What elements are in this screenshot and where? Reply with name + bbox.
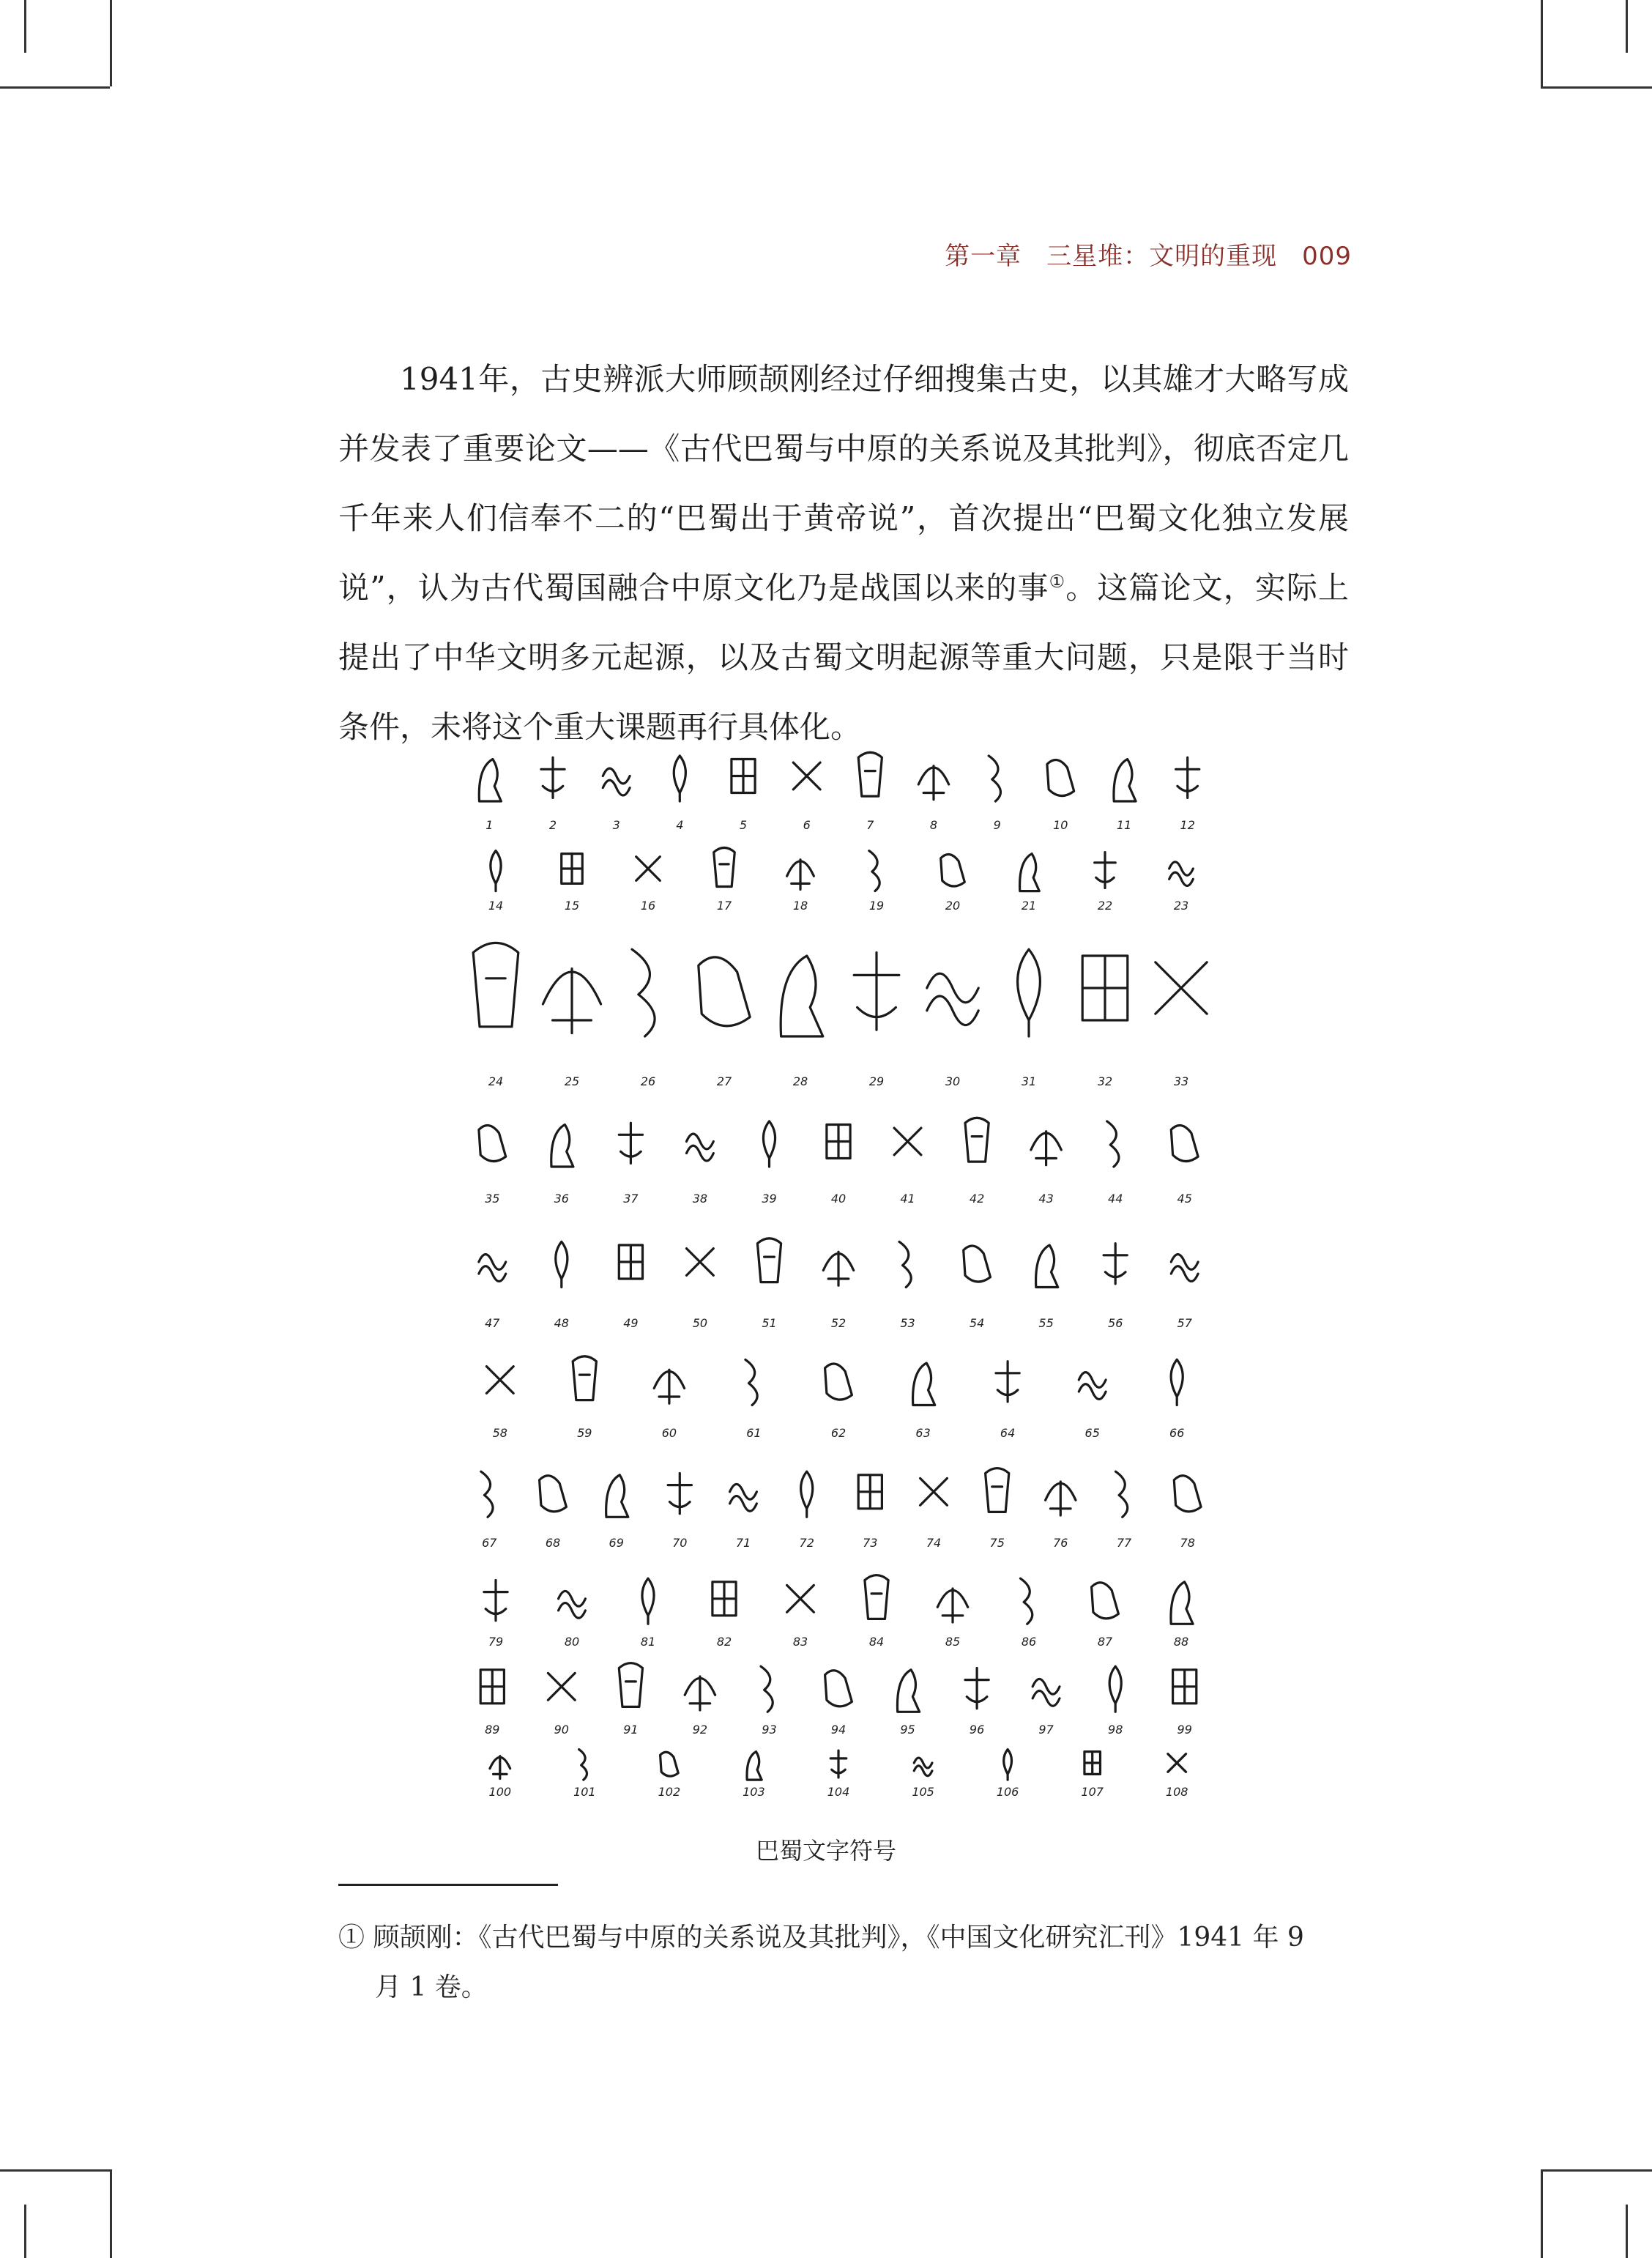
script-symbol-98 <box>1109 1666 1121 1712</box>
symbol-number-37: 37 <box>623 1192 639 1206</box>
script-symbol-67 <box>481 1471 493 1517</box>
symbol-number-67: 67 <box>482 1536 497 1550</box>
script-symbol-95 <box>897 1670 919 1712</box>
symbol-number-105: 105 <box>912 1785 934 1799</box>
crop-mark <box>1541 0 1543 86</box>
script-symbol-69 <box>606 1475 628 1518</box>
script-symbol-68 <box>540 1476 567 1512</box>
script-symbol-83 <box>787 1585 814 1612</box>
symbol-number-60: 60 <box>661 1426 677 1440</box>
figure-caption: 巴蜀文字符号 <box>755 1837 896 1865</box>
script-symbol-70 <box>668 1474 691 1514</box>
symbol-number-51: 51 <box>762 1316 777 1330</box>
script-symbol-42 <box>965 1118 989 1162</box>
symbol-number-45: 45 <box>1177 1192 1192 1206</box>
symbol-number-103: 103 <box>743 1785 765 1799</box>
symbol-number-98: 98 <box>1108 1723 1123 1737</box>
script-symbol-47 <box>479 1255 506 1282</box>
script-symbol-43 <box>1031 1132 1061 1165</box>
script-symbol-104 <box>830 1750 847 1778</box>
crop-mark <box>24 2205 26 2258</box>
crop-mark <box>0 2169 110 2172</box>
chapter-title: 三星堆：文明的重现 <box>1046 242 1278 271</box>
symbol-number-64: 64 <box>1000 1426 1016 1440</box>
script-symbol-4 <box>674 756 685 801</box>
crop-mark <box>1626 0 1628 53</box>
script-symbol-89 <box>480 1670 504 1704</box>
crop-mark <box>1541 86 1652 89</box>
symbol-number-76: 76 <box>1053 1536 1068 1550</box>
symbol-number-7: 7 <box>866 818 874 832</box>
symbol-number-91: 91 <box>623 1723 639 1737</box>
script-symbol-25 <box>543 969 600 1033</box>
page-number: 009 <box>1302 242 1352 271</box>
footnote-marker: ① <box>338 1923 365 1953</box>
symbol-number-66: 66 <box>1169 1426 1185 1440</box>
symbol-number-53: 53 <box>900 1316 915 1330</box>
symbol-number-54: 54 <box>969 1316 985 1330</box>
symbol-number-35: 35 <box>485 1192 500 1206</box>
script-symbol-2 <box>541 757 565 798</box>
symbol-number-15: 15 <box>564 899 580 913</box>
symbol-number-4: 4 <box>676 818 684 832</box>
crop-mark <box>1541 2169 1543 2258</box>
script-symbol-50 <box>687 1249 714 1276</box>
script-symbol-86 <box>1021 1578 1032 1624</box>
symbol-number-62: 62 <box>830 1426 847 1440</box>
script-symbol-21 <box>1020 854 1040 891</box>
script-symbol-99 <box>1173 1670 1197 1704</box>
script-symbol-108 <box>1168 1754 1186 1772</box>
script-symbol-93 <box>761 1666 773 1712</box>
running-head <box>945 236 1352 272</box>
symbol-number-11: 11 <box>1116 818 1132 832</box>
symbol-number-5: 5 <box>739 818 748 832</box>
symbol-number-1: 1 <box>485 818 494 832</box>
script-symbol-23 <box>1169 862 1194 886</box>
script-symbol-79 <box>484 1581 507 1621</box>
script-symbol-3 <box>603 768 630 795</box>
script-symbol-39 <box>763 1121 775 1167</box>
symbol-number-80: 80 <box>564 1635 580 1649</box>
script-symbol-91 <box>619 1663 642 1707</box>
script-symbol-16 <box>636 857 661 881</box>
script-symbol-49 <box>619 1245 642 1279</box>
script-symbol-105 <box>914 1758 932 1776</box>
symbol-number-108: 108 <box>1165 1785 1188 1799</box>
script-symbol-90 <box>548 1673 575 1700</box>
symbol-number-33: 33 <box>1173 1074 1189 1088</box>
script-symbol-94 <box>825 1671 852 1707</box>
symbol-number-65: 65 <box>1084 1426 1100 1440</box>
crop-mark <box>110 0 112 86</box>
symbol-number-40: 40 <box>830 1192 847 1206</box>
symbol-number-84: 84 <box>868 1635 885 1649</box>
script-symbol-71 <box>730 1484 757 1511</box>
script-symbol-26 <box>632 949 655 1036</box>
symbol-number-102: 102 <box>658 1785 681 1799</box>
symbol-number-31: 31 <box>1021 1074 1037 1088</box>
symbol-number-85: 85 <box>945 1635 961 1649</box>
script-symbol-29 <box>854 953 899 1030</box>
script-symbol-22 <box>1095 853 1116 888</box>
symbol-number-43: 43 <box>1038 1192 1054 1206</box>
symbol-number-14: 14 <box>488 899 504 913</box>
script-symbol-102 <box>661 1752 679 1776</box>
symbol-number-79: 79 <box>488 1635 504 1649</box>
script-symbol-101 <box>579 1750 587 1780</box>
symbol-number-42: 42 <box>969 1192 985 1206</box>
symbol-number-10: 10 <box>1053 818 1068 832</box>
script-symbol-64 <box>996 1362 1019 1402</box>
chapter-label: 第一章 <box>945 242 1022 271</box>
script-symbol-76 <box>1046 1482 1076 1515</box>
script-symbol-66 <box>1171 1359 1183 1405</box>
script-symbol-20 <box>941 854 965 886</box>
symbol-number-26: 26 <box>640 1074 656 1088</box>
symbol-number-19: 19 <box>868 899 885 913</box>
symbol-number-48: 48 <box>554 1316 569 1330</box>
symbol-number-3: 3 <box>612 818 620 832</box>
symbol-number-106: 106 <box>996 1785 1019 1799</box>
symbol-number-29: 29 <box>868 1074 885 1088</box>
script-symbol-37 <box>619 1123 642 1163</box>
script-symbol-28 <box>781 956 823 1036</box>
symbol-number-68: 68 <box>545 1536 561 1550</box>
symbol-number-86: 86 <box>1021 1635 1037 1649</box>
script-symbol-106 <box>1004 1750 1012 1780</box>
script-symbol-6 <box>793 762 820 790</box>
crop-mark <box>24 0 26 53</box>
symbol-number-55: 55 <box>1038 1316 1054 1330</box>
paragraph-text-2: 。这篇论文，实际上提出了中华文明多元起源，以及古蜀文明起源等重大问题，只是限于当时条件，未将这个重大课题再行具体化。 <box>338 570 1349 745</box>
symbol-number-17: 17 <box>716 899 732 913</box>
symbol-number-63: 63 <box>915 1426 931 1440</box>
symbol-number-50: 50 <box>692 1316 708 1330</box>
script-symbol-17 <box>714 847 735 886</box>
symbol-number-24: 24 <box>488 1074 504 1088</box>
symbol-number-23: 23 <box>1173 899 1189 913</box>
footnote <box>338 1913 1349 2013</box>
script-symbol-80 <box>559 1591 586 1618</box>
script-symbol-82 <box>712 1582 736 1616</box>
symbol-number-90: 90 <box>554 1723 569 1737</box>
footnote-text-line-2: 月 1 卷。 <box>375 1972 488 2002</box>
paragraph-text-1: 1941年，古史辨派大师顾颉刚经过仔细搜集古史，以其雄才大略写成并发表了重要论文——《古代巴蜀与中原的关系说及其批判》，彻底否定几千年来人们信奉不二的“巴蜀出于黄帝说”，首次提出“巴蜀文化独立发展说”，认为古代蜀国融合中原文化乃是战国以来的事 <box>338 361 1349 606</box>
script-symbol-31 <box>1018 949 1041 1036</box>
symbol-number-27: 27 <box>716 1074 732 1088</box>
script-symbol-52 <box>823 1252 853 1285</box>
symbol-number-97: 97 <box>1038 1723 1054 1737</box>
symbol-number-28: 28 <box>792 1074 808 1088</box>
script-symbol-58 <box>486 1367 513 1394</box>
script-symbol-56 <box>1104 1244 1127 1284</box>
script-symbol-7 <box>858 752 882 796</box>
script-symbol-11 <box>1114 760 1136 802</box>
symbol-number-44: 44 <box>1108 1192 1123 1206</box>
script-symbol-84 <box>865 1575 888 1619</box>
script-symbol-14 <box>491 851 501 891</box>
script-symbol-60 <box>654 1370 684 1403</box>
script-symbol-72 <box>801 1471 813 1517</box>
symbol-number-18: 18 <box>792 899 808 913</box>
script-symbol-36 <box>551 1125 573 1167</box>
script-symbol-9 <box>989 756 1000 801</box>
script-symbol-1 <box>479 760 501 802</box>
symbol-number-22: 22 <box>1097 899 1113 913</box>
script-symbol-62 <box>825 1364 852 1400</box>
symbol-number-61: 61 <box>746 1426 762 1440</box>
script-symbol-38 <box>687 1134 714 1161</box>
symbol-number-52: 52 <box>830 1316 847 1330</box>
script-symbol-92 <box>685 1676 715 1710</box>
symbol-number-96: 96 <box>969 1723 985 1737</box>
script-symbol-75 <box>986 1468 1009 1512</box>
symbol-number-93: 93 <box>762 1723 777 1737</box>
symbol-number-25: 25 <box>564 1074 580 1088</box>
script-symbol-78 <box>1174 1476 1201 1512</box>
script-symbol-96 <box>965 1668 989 1709</box>
script-symbol-10 <box>1047 760 1074 795</box>
symbol-number-107: 107 <box>1081 1785 1104 1799</box>
script-symbol-73 <box>858 1475 882 1509</box>
symbol-number-70: 70 <box>672 1536 688 1550</box>
script-symbol-27 <box>699 957 750 1026</box>
symbol-number-49: 49 <box>623 1316 639 1330</box>
symbol-number-20: 20 <box>945 899 961 913</box>
script-symbol-59 <box>573 1356 596 1400</box>
symbol-number-30: 30 <box>945 1074 961 1088</box>
symbol-number-83: 83 <box>792 1635 808 1649</box>
symbol-number-81: 81 <box>640 1635 656 1649</box>
script-symbol-85 <box>937 1589 967 1622</box>
crop-mark <box>110 2169 112 2258</box>
symbol-number-101: 101 <box>573 1785 596 1799</box>
symbol-number-69: 69 <box>609 1536 624 1550</box>
symbol-number-36: 36 <box>554 1192 569 1206</box>
symbol-number-71: 71 <box>735 1536 751 1550</box>
body-paragraph <box>338 344 1349 762</box>
script-symbol-19 <box>869 851 879 891</box>
script-symbol-40 <box>827 1125 850 1159</box>
script-symbol-35 <box>479 1125 506 1161</box>
script-symbol-12 <box>1176 757 1199 798</box>
symbol-number-82: 82 <box>716 1635 732 1649</box>
script-symbol-88 <box>1171 1582 1193 1624</box>
script-symbol-55 <box>1036 1245 1058 1288</box>
script-symbol-41 <box>894 1128 921 1155</box>
script-symbol-54 <box>964 1246 991 1282</box>
symbol-number-104: 104 <box>827 1785 850 1799</box>
script-symbol-100 <box>490 1756 510 1779</box>
symbols-illustration <box>428 732 1249 1809</box>
symbol-number-58: 58 <box>492 1426 507 1440</box>
script-symbol-33 <box>1156 962 1207 1014</box>
symbol-number-2: 2 <box>548 818 557 832</box>
symbol-number-21: 21 <box>1021 899 1037 913</box>
crop-mark <box>1541 2169 1652 2172</box>
symbol-number-94: 94 <box>830 1723 847 1737</box>
script-symbol-45 <box>1171 1125 1198 1161</box>
symbol-number-9: 9 <box>993 818 1001 832</box>
symbol-number-100: 100 <box>488 1785 512 1799</box>
script-symbol-32 <box>1082 956 1128 1020</box>
crop-mark <box>0 86 110 89</box>
symbol-number-75: 75 <box>989 1536 1005 1550</box>
symbol-number-41: 41 <box>900 1192 915 1206</box>
script-symbol-15 <box>562 854 583 884</box>
symbol-number-95: 95 <box>900 1723 915 1737</box>
symbol-number-73: 73 <box>863 1536 878 1550</box>
script-symbol-103 <box>747 1752 762 1780</box>
script-symbol-107 <box>1084 1752 1101 1775</box>
script-symbol-51 <box>757 1238 781 1282</box>
script-symbol-87 <box>1092 1583 1119 1619</box>
script-symbol-48 <box>556 1241 568 1287</box>
crop-mark <box>1626 2205 1628 2258</box>
script-symbol-77 <box>1116 1471 1128 1517</box>
symbol-number-59: 59 <box>577 1426 592 1440</box>
symbol-number-56: 56 <box>1108 1316 1123 1330</box>
symbol-number-47: 47 <box>485 1316 500 1330</box>
script-symbol-97 <box>1032 1679 1060 1706</box>
symbol-number-99: 99 <box>1177 1723 1192 1737</box>
footnote-divider <box>338 1884 558 1886</box>
script-symbol-24 <box>473 943 518 1026</box>
script-symbol-5 <box>732 760 755 793</box>
script-symbol-44 <box>1107 1121 1119 1167</box>
script-symbol-57 <box>1171 1255 1198 1282</box>
symbol-number-74: 74 <box>926 1536 942 1550</box>
symbol-number-92: 92 <box>692 1723 708 1737</box>
symbol-number-89: 89 <box>485 1723 500 1737</box>
script-symbol-18 <box>787 860 814 890</box>
symbol-number-32: 32 <box>1097 1074 1113 1088</box>
symbol-number-16: 16 <box>640 899 656 913</box>
symbol-number-87: 87 <box>1097 1635 1113 1649</box>
script-symbol-74 <box>920 1478 948 1505</box>
symbol-number-72: 72 <box>799 1536 814 1550</box>
script-symbol-30 <box>927 973 978 1025</box>
footnote-reference[interactable]: ① <box>1049 571 1066 592</box>
symbol-number-6: 6 <box>803 818 811 832</box>
script-symbol-63 <box>913 1363 935 1405</box>
symbol-number-8: 8 <box>929 818 938 832</box>
script-symbol-61 <box>745 1359 757 1405</box>
script-symbol-81 <box>642 1578 654 1624</box>
symbol-number-12: 12 <box>1180 818 1195 832</box>
footnote-text-line-1: 顾颉刚：《古代巴蜀与中原的关系说及其批判》，《中国文化研究汇刊》1941 年 9 <box>373 1923 1304 1953</box>
script-symbol-53 <box>899 1241 911 1287</box>
symbol-number-39: 39 <box>762 1192 777 1206</box>
symbol-number-78: 78 <box>1180 1536 1195 1550</box>
symbol-number-88: 88 <box>1173 1635 1189 1649</box>
script-symbol-65 <box>1079 1373 1106 1400</box>
symbol-number-38: 38 <box>692 1192 708 1206</box>
script-symbols-figure <box>428 732 1249 1809</box>
symbol-number-77: 77 <box>1116 1536 1132 1550</box>
script-symbol-8 <box>918 766 948 800</box>
symbol-number-57: 57 <box>1177 1316 1192 1330</box>
